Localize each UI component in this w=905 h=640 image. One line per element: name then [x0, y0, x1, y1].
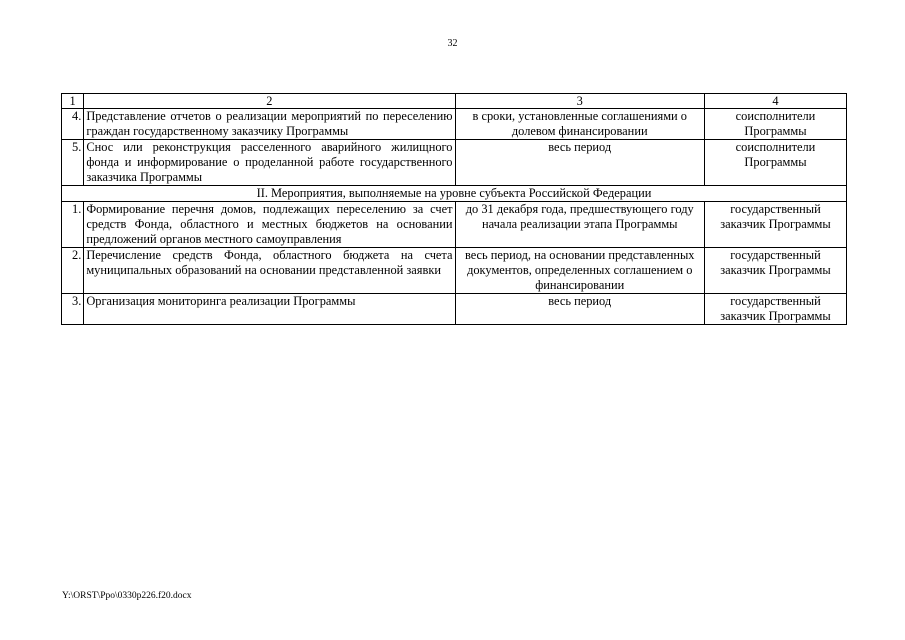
table-header-row [62, 94, 847, 109]
action-cell: Снос или реконструкция расселенного аварийного жилищного фонда и информирование о проделанной работе государственного заказчика Программы [84, 140, 455, 186]
table-row [62, 109, 847, 140]
measures-table [61, 93, 847, 325]
action-cell: Формирование перечня домов, подлежащих переселению за счет средств Фонда, областного и местных бюджетов на основании предложений органов местного самоуправления [84, 202, 455, 248]
executor-cell: государственный заказчик Программы [704, 248, 846, 294]
page-number: 32 [447, 38, 458, 49]
section-title: II. Мероприятия, выполняемые на уровне субъекта Российской Федерации [62, 186, 847, 202]
footer-file-path: Y:\ORST\Ppo\0330p226.f20.docx [62, 591, 192, 601]
action-cell: Представление отчетов о реализации мероприятий по переселению граждан государственному заказчику Программы [84, 109, 455, 140]
table-row [62, 294, 847, 325]
action-cell: Организация мониторинга реализации Программы [84, 294, 455, 325]
column-number-3: 3 [455, 94, 704, 109]
term-cell: весь период, на основании представленных документов, определенных соглашением о финансировании [455, 248, 704, 294]
section-row [62, 186, 847, 202]
term-cell: в сроки, установленные соглашениями о долевом финансировании [455, 109, 704, 140]
row-number: 4. [62, 109, 84, 140]
term-cell: до 31 декабря года, предшествующего году начала реализации этапа Программы [455, 202, 704, 248]
executor-cell: государственный заказчик Программы [704, 202, 846, 248]
row-number: 5. [62, 140, 84, 186]
row-number: 1. [62, 202, 84, 248]
table-row [62, 248, 847, 294]
column-number-2: 2 [84, 94, 455, 109]
executor-cell: соисполнители Программы [704, 140, 846, 186]
column-number-4: 4 [704, 94, 846, 109]
table-row [62, 202, 847, 248]
table-row [62, 140, 847, 186]
action-cell: Перечисление средств Фонда, областного бюджета на счета муниципальных образований на основании представленной заявки [84, 248, 455, 294]
executor-cell: государственный заказчик Программы [704, 294, 846, 325]
row-number: 2. [62, 248, 84, 294]
row-number: 3. [62, 294, 84, 325]
executor-cell: соисполнители Программы [704, 109, 846, 140]
term-cell: весь период [455, 140, 704, 186]
column-number-1: 1 [62, 94, 84, 109]
term-cell: весь период [455, 294, 704, 325]
